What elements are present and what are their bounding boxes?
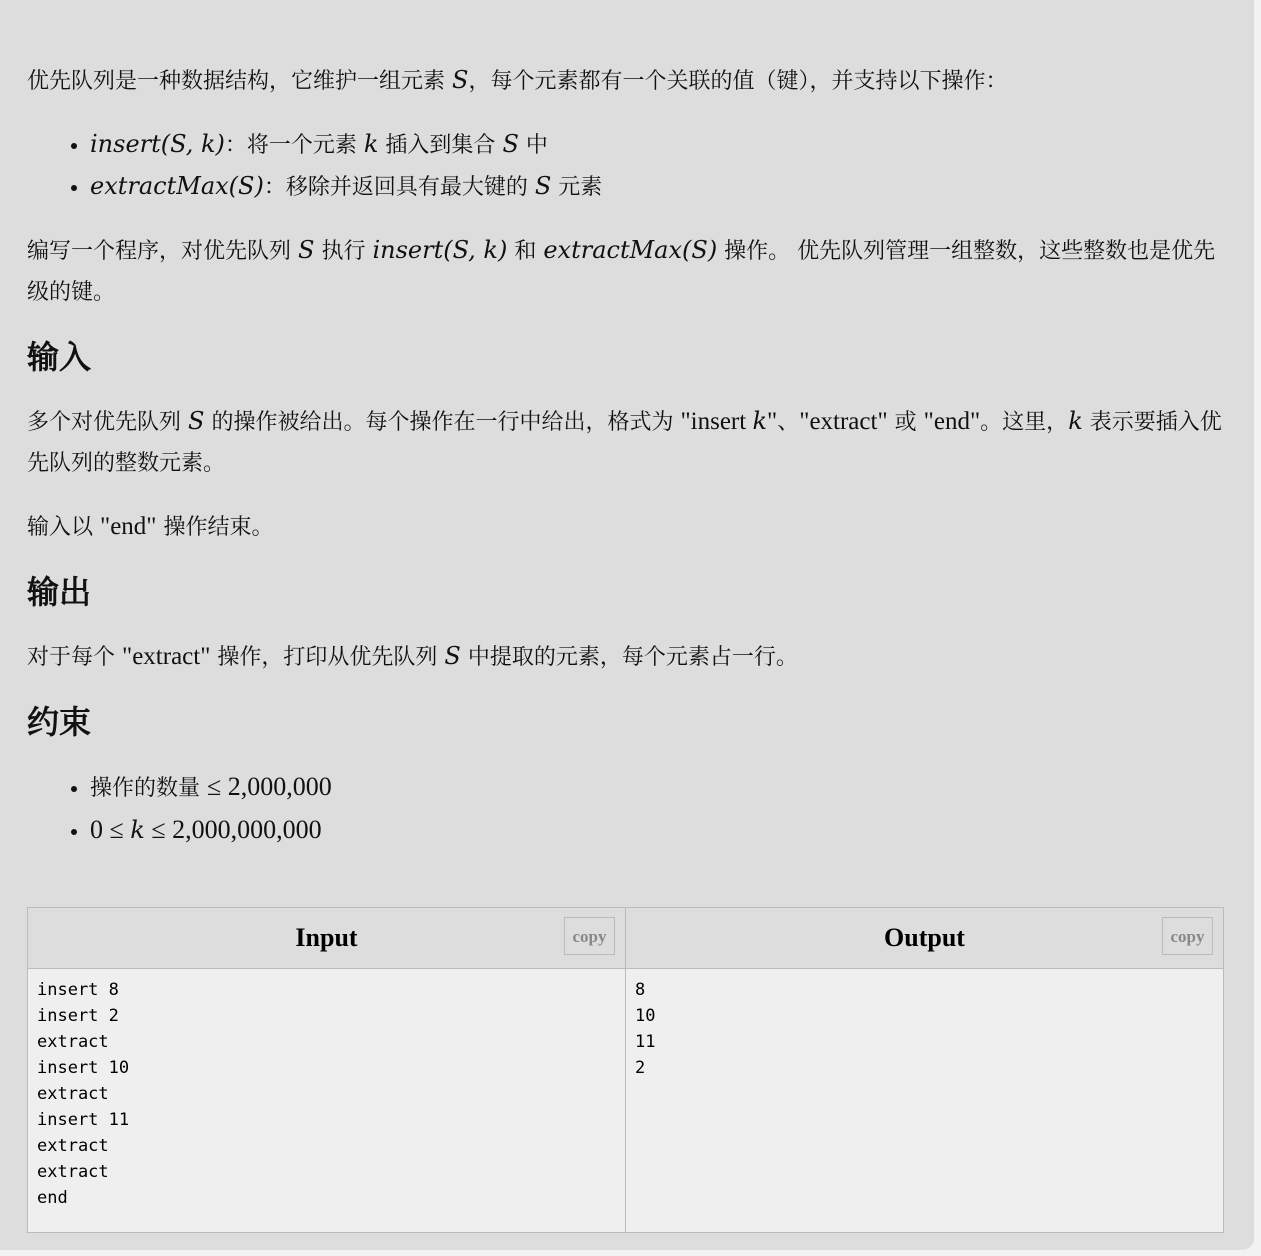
copy-input-button[interactable]: copy xyxy=(564,917,615,955)
example-table xyxy=(27,907,1224,1233)
input-end-paragraph xyxy=(27,506,1227,548)
text: 操作结束。 xyxy=(156,515,274,540)
problem-statement xyxy=(27,60,1227,874)
math: 0 ≤ xyxy=(90,815,131,844)
text: 和 xyxy=(507,239,544,264)
math: S xyxy=(502,130,519,158)
math: extractMax(S) xyxy=(90,172,264,200)
list-item xyxy=(90,124,1227,166)
intro-paragraph xyxy=(27,60,1227,102)
text: 操作，打印从优先队列 xyxy=(210,645,445,670)
text: ：将一个元素 xyxy=(224,133,364,158)
text: 元素 xyxy=(551,175,603,200)
input-heading: 输入 xyxy=(27,338,92,376)
text: 表示要插入优先队列的整数元素。 xyxy=(27,410,1222,476)
text: 编写一个程序，对优先队列 xyxy=(27,239,298,264)
list-item xyxy=(90,166,1227,208)
input-header xyxy=(28,908,626,969)
text: 优先队列是一种数据结构，它维护一组元素 xyxy=(27,69,452,94)
output-heading: 输出 xyxy=(27,573,92,611)
text: 中 xyxy=(518,133,548,158)
constraints-list xyxy=(27,766,1227,852)
text: "end" xyxy=(923,408,981,435)
text: ，每个元素都有一个关联的值（键），并支持以下操作： xyxy=(468,69,1008,94)
math: S xyxy=(452,66,469,94)
math: k xyxy=(752,407,767,435)
input-label: Input xyxy=(295,923,358,952)
text: "extract" xyxy=(122,643,211,670)
text: 操作的数量 xyxy=(90,776,207,801)
text: "end" xyxy=(100,513,157,540)
output-label: Output xyxy=(884,923,965,952)
math: k xyxy=(130,816,145,844)
math: S xyxy=(444,642,461,670)
text: 执行 xyxy=(314,239,373,264)
input-paragraph xyxy=(27,401,1227,484)
example-input: insert 8 insert 2 extract insert 10 extract insert 11 extract extract end xyxy=(28,969,626,1233)
text: "extract" xyxy=(799,408,888,435)
text: 操作。 优先队列管理一组整数，这些整数也是优先级的键。 xyxy=(27,239,1216,305)
text: 插入到集合 xyxy=(378,133,503,158)
copy-output-button[interactable]: copy xyxy=(1162,917,1213,955)
output-header xyxy=(626,908,1224,969)
math: S xyxy=(188,407,205,435)
text: 多个对优先队列 xyxy=(27,410,188,435)
text: " xyxy=(767,408,778,435)
math: ≤ 2,000,000,000 xyxy=(144,815,322,844)
math: insert(S, k) xyxy=(90,130,225,158)
output-paragraph xyxy=(27,636,1227,678)
list-item xyxy=(90,766,1227,809)
math: k xyxy=(363,130,379,158)
constraints-heading: 约束 xyxy=(27,703,92,741)
math: S xyxy=(534,172,552,200)
text: ：移除并返回具有最大键的 xyxy=(263,175,535,200)
text: 中提取的元素，每个元素占一行。 xyxy=(460,645,798,670)
math: k xyxy=(1068,407,1083,435)
text: 或 xyxy=(887,410,924,435)
task-paragraph xyxy=(27,230,1227,313)
text: 、 xyxy=(777,410,800,435)
math: insert(S, k) xyxy=(372,236,508,264)
text: 的操作被给出。每个操作在一行中给出，格式为 xyxy=(204,410,681,435)
text: 。这里， xyxy=(980,410,1069,435)
operations-list xyxy=(27,124,1227,208)
text: "insert xyxy=(680,408,753,435)
math: ≤ 2,000,000 xyxy=(207,772,332,801)
example-output: 8 10 11 2 xyxy=(626,969,1224,1233)
math: extractMax(S) xyxy=(543,236,718,264)
text: 对于每个 xyxy=(27,645,122,670)
text: 输入以 xyxy=(27,515,100,540)
math: S xyxy=(298,236,315,264)
list-item xyxy=(90,809,1227,852)
